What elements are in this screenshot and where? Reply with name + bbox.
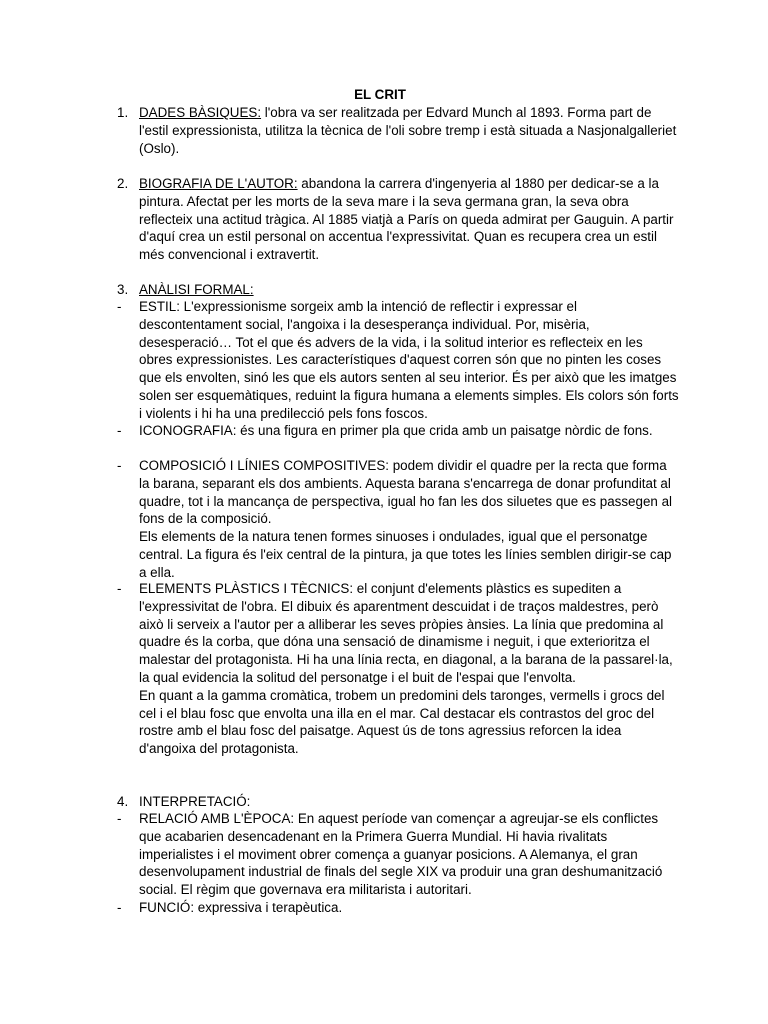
bullet-marker: - — [117, 811, 122, 826]
section-number: 1. — [117, 105, 129, 120]
section-analisi-formal — [117, 281, 679, 299]
bullet-paragraph: ESTIL: L'expressionisme sorgeix amb la intenció de reflectir i expressar el descontentament social, l'angoixa i la desesperança individual. Por, misèria, desesperació… Tot el que és advers de la vida, i la solitud interior es reflecteix en les obres expressionistes. Les característiques d'aquest corren són que no pinten les coses que els envolten, sinó les que els autors senten al seu interior. És per això que les imatges solen ser esquemàtiques, reduint la figura humana a elements simples. Els colors són forts i violents i hi ha una predilecció pels fons foscos. — [139, 299, 679, 421]
bullet-marker: - — [117, 299, 122, 314]
bullet-marker: - — [117, 458, 122, 473]
section-dades-basiques — [117, 104, 679, 157]
document-title: EL CRIT — [354, 87, 406, 102]
bullet-relacio-epoca — [117, 810, 679, 899]
bullet-composicio — [117, 457, 679, 582]
bullet-paragraph: Els elements de la natura tenen formes sinuoses i ondulades, igual que el personatge central. La figura és l'eix central de la pintura, ja que totes les línies semblen dirigir-se cap a ella. — [139, 529, 672, 580]
bullet-marker: - — [117, 423, 122, 438]
bullet-iconografia — [117, 422, 679, 440]
section-number: 2. — [117, 176, 129, 191]
bullet-paragraph: FUNCIÓ: expressiva i terapèutica. — [139, 900, 343, 915]
bullet-estil — [117, 298, 679, 423]
section-heading: DADES BÀSIQUES: — [139, 105, 262, 120]
bullet-elements-plastics — [117, 580, 679, 758]
section-heading: INTERPRETACIÓ: — [139, 794, 251, 809]
section-text: l'obra va ser realitzada per Edvard Munch al 1893. Forma part de l'estil expressionista, utilitza la tècnica de l'oli sobre tremp i està situada a Nasjonalgalleriet (Oslo). — [139, 105, 677, 156]
section-heading: BIOGRAFIA DE L'AUTOR: — [139, 176, 298, 191]
bullet-paragraph: ELEMENTS PLÀSTICS I TÈCNICS: el conjunt d'elements plàstics es supediten a l'expressivitat de l'obra. El dibuix és aparentment descuidat i de traços maldestres, però això li serveix a l'autor per a alliberar les seves pròpies ànsies. La línia que predomina al quadre és la corba, que dóna una sensació de dinamisme i neguit, i que exterioritza el malestar del protagonista. Hi ha una línia recta, en diagonal, a la barana de la passarel·la, la qual evidencia la solitud del personatge i el buit de l'espai que l'envolta. — [139, 581, 673, 685]
section-number: 3. — [117, 282, 129, 297]
bullet-paragraph: En quant a la gamma cromàtica, trobem un predomini dels taronges, vermells i grocs del cel i el blau fosc que envolta una illa en el mar. Cal destacar els contrastos del groc del rostre amb el blau fosc del paisatge. Aquest ús de tons agressius reforcen la idea d'angoixa del protagonista. — [139, 687, 665, 757]
bullet-paragraph: ICONOGRAFIA: és una figura en primer pla que crida amb un paisatge nòrdic de fons. — [139, 423, 653, 438]
bullet-marker: - — [117, 900, 122, 915]
bullet-paragraph: RELACIÓ AMB L'ÈPOCA: En aquest període van començar a agreujar-se els conflictes que acabarien desencadenant en la Primera Guerra Mundial. Hi havia rivalitats imperialistes i el moviment obrer comença a guanyar posicions. A Alemanya, el gran desenvolupament industrial de finals del segle XIX va produir una gran deshumanització social. El règim que governava era militarista i autoritari. — [139, 811, 663, 898]
section-biografia — [117, 175, 679, 264]
section-text: abandona la carrera d'ingenyeria al 1880 per dedicar-se a la pintura. Afectat per les morts de la seva mare i la seva germana gran, la seva obra reflecteix una actitud tràgica. Al 1885 viatjà a París on queda admirat per Gauguin. A partir d'aquí crea un estil personal on accentua l'expressivitat. Quan es recupera crea un estil més convencional i extravertit. — [139, 176, 674, 263]
section-heading: ANÀLISI FORMAL: — [139, 282, 254, 297]
section-number: 4. — [117, 794, 129, 809]
bullet-marker: - — [117, 581, 122, 596]
bullet-paragraph: COMPOSICIÓ I LÍNIES COMPOSITIVES: podem dividir el quadre per la recta que forma la barana, separant els dos ambients. Aquesta barana s'encarrega de donar profunditat al quadre, tot i la mancança de perspectiva, igual ho fan les dos siluetes que es passegen al fons de la composició. — [139, 458, 672, 527]
section-interpretacio — [117, 793, 679, 811]
bullet-funcio — [117, 899, 679, 917]
